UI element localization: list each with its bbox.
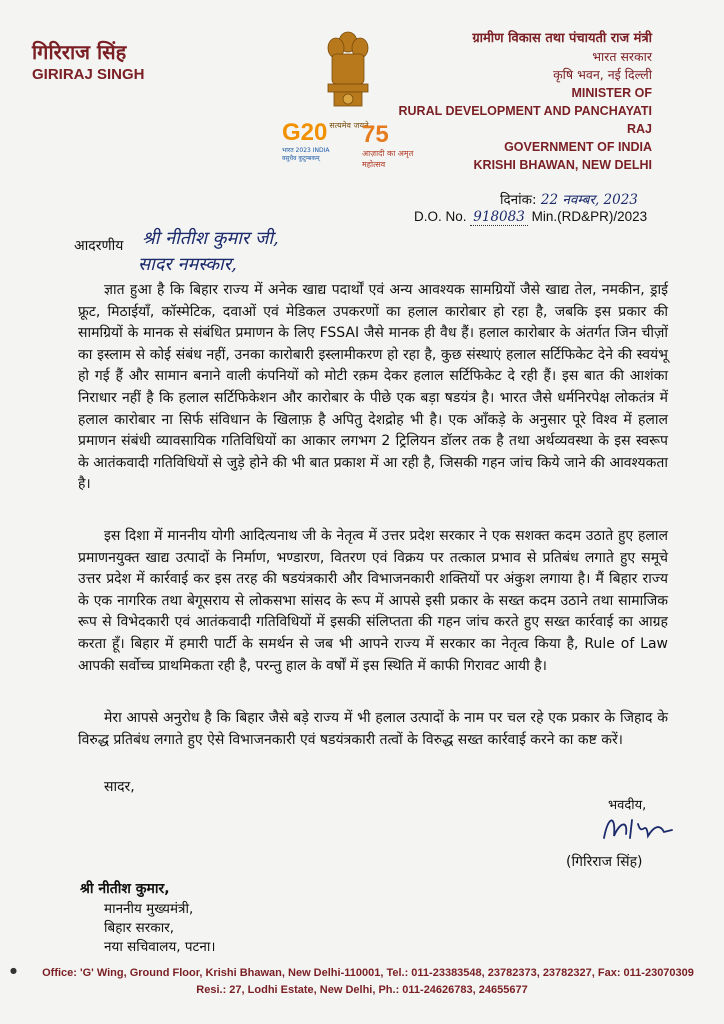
address-hindi: कृषि भवन, नई दिल्ली — [553, 67, 652, 82]
azadi-tagline: आज़ादी का अमृत महोत्सव — [362, 149, 414, 169]
recipient-government: बिहार सरकार, — [104, 920, 175, 936]
addressee-handwritten: श्री नीतीश कुमार जी, — [142, 228, 279, 249]
azadi-number: 75 — [362, 121, 389, 148]
paragraph-1: ज्ञात हुआ है कि बिहार राज्य में अनेक खाद्य पदार्थों एवं अन्य आवश्यक सामग्रियों जैसे खाद्य तेल, नमकीन, ड्राई फ्रूट, मिठाईयाँ, कॉस्मेटिक, दवाओं एवं मेडिकल उपकरणों का हलाल कारोबार हो रहा है, जबकि इस प्रकार की सामग्रियों के मानक से संबंधित प्रमाणन के लिए FSSAI जैसे मानक ही वैध हैं। हलाल कारोबार के अंतर्गत जिन चीज़ों का इस्लाम से कोई संबंध नहीं, उनका कारोबारी इस्लामीकरण हो रहा है, कुछ संस्थाएं हलाल सर्टिफिकेट देने की स्वयंभू हो गई हैं और सामान बनाने वाली कंपनियों को मोटी रक़म देकर हलाल सर्टिफिकेट दे रही हैं। इस बात की आशंका निराधार नहीं है कि हलाल सर्टिफिकेशन और कारोबार के पीछे एक बड़ा षडयंत्र है। भारत जैसे धर्मनिरपेक्ष लोकतंत्र में हलाल कारोबार ना सिर्फ संविधान के खिलाफ़ है अपितु देशद्रोह भी है। एक आँकड़े के अनुसार पूरे विश्व में हलाल प्रमाणन संबंधी व्यावसायिक गतिविधियों का आकार लगभग 2 ट्रिलियन डॉलर तक है तथा अर्थव्यवस्था के इस स्वरूप के आतंकवादी गतिविधियों से जुड़े होने की भी बात प्रकाश में आ रही है, जिसकी गहन जांच किये जाने की आवश्यकता है। — [78, 282, 668, 493]
minister-name-hindi: गिरिराज सिंह — [32, 40, 127, 64]
signature-icon — [598, 808, 678, 846]
government-hindi: भारत सरकार — [592, 49, 652, 64]
g20-label: G20 — [282, 119, 328, 146]
closing-sadar: सादर, — [104, 779, 135, 795]
footer-office-address: Office: 'G' Wing, Ground Floor, Krishi Bhawan, New Delhi-110001, Tel.: 011-23383548, 23782373, 23782327, Fax: 011-23070309 — [42, 967, 694, 979]
g20-tagline: वसुधैव कुटुम्बकम् — [282, 155, 320, 162]
do-number-line — [414, 209, 647, 226]
g20-sub: भारत 2023 INDIA — [282, 147, 330, 154]
recipient-name: श्री नीतीश कुमार, — [80, 881, 170, 897]
minister-name-english: GIRIRAJ SINGH — [32, 66, 145, 83]
azadi-logo — [362, 122, 432, 172]
recipient-designation: माननीय मुख्यमंत्री, — [104, 901, 194, 917]
do-prefix: D.O. No. — [414, 209, 467, 224]
bhavdiya-label: भवदीय, — [608, 798, 647, 813]
g20-logo — [282, 120, 357, 170]
address-english: KRISHI BHAWAN, NEW DELHI — [473, 158, 652, 172]
footer-bullet-icon: ● — [10, 966, 17, 975]
do-number: 918083 — [470, 209, 528, 226]
government-english: GOVERNMENT OF INDIA — [504, 140, 652, 154]
recipient-address: नया सचिवालय, पटना। — [104, 939, 216, 955]
date-label: दिनांक: — [500, 192, 537, 208]
date-line — [500, 190, 638, 208]
greeting-handwritten: सादर नमस्कार, — [138, 254, 237, 275]
salutation-label: आदरणीय — [74, 238, 124, 254]
national-emblem-icon — [320, 28, 376, 120]
paragraph-3: मेरा आपसे अनुरोध है कि बिहार जैसे बड़े राज्य में भी हलाल उत्पादों के नाम पर चल रहे एक प्रकार के जिहाद के विरुद्ध प्रतिबंध लगाते हुए ऐसे विभाजनकारी एवं षडयंत्रकारी तत्वों के विरुद्ध सख्त कार्रवाई करने का कष्ट करें। — [78, 710, 668, 748]
minister-of-label: MINISTER OF — [571, 86, 652, 100]
do-suffix: Min.(RD&PR)/2023 — [531, 209, 648, 224]
date-value: 22 नवम्बर, 2023 — [540, 192, 638, 208]
emblem-motto: सत्यमेव जयते — [329, 121, 369, 130]
paragraph-2: इस दिशा में माननीय योगी आदित्यनाथ जी के नेतृत्व में उत्तर प्रदेश सरकार ने एक सशक्त कदम उठाते हुए हलाल प्रमाणनयुक्त खाद्य उत्पादों के निर्माण, भण्डारण, वितरण एवं विक्रय पर तत्काल प्रभाव से प्रतिबंध लगाते हुए समूचे उत्तर प्रदेश में कार्रवाई कर इस तरह की षडयंत्रकारी और विभाजनकारी शक्तियों पर अंकुश लगाया है। मैं बिहार राज्य के एक नागरिक तथा बेगूसराय से लोकसभा सांसद के रूप में आपसे इसी प्रकार के सख्त कदम उठाने तथा सामाजिक रूप से विभेदकारी एवं आतंकवादी गतिविधियों में इसकी संलिप्तता की गहन जांच करते हुए सख्त कार्रवाई का आग्रह करता हूँ। बिहार में हमारी पार्टी के समर्थन से जब भी आपने राज्य में सरकार का नेतृत्व किया है, Rule of Law आपकी सर्वोच्च प्राथमिकता रही है, परन्तु हाल के वर्षों में इस स्थिति में काफी गिरावट आयी है। — [78, 528, 668, 674]
ministry-title-hindi: ग्रामीण विकास तथा पंचायती राज मंत्री — [472, 31, 652, 46]
footer-residence-address: Resi.: 27, Lodhi Estate, New Delhi, Ph.: 011-24626783, 24655677 — [196, 984, 528, 996]
ministry-title-english: RURAL DEVELOPMENT AND PANCHAYATI RAJ — [398, 104, 652, 136]
signatory-name: (गिरिराज सिंह) — [566, 854, 643, 870]
